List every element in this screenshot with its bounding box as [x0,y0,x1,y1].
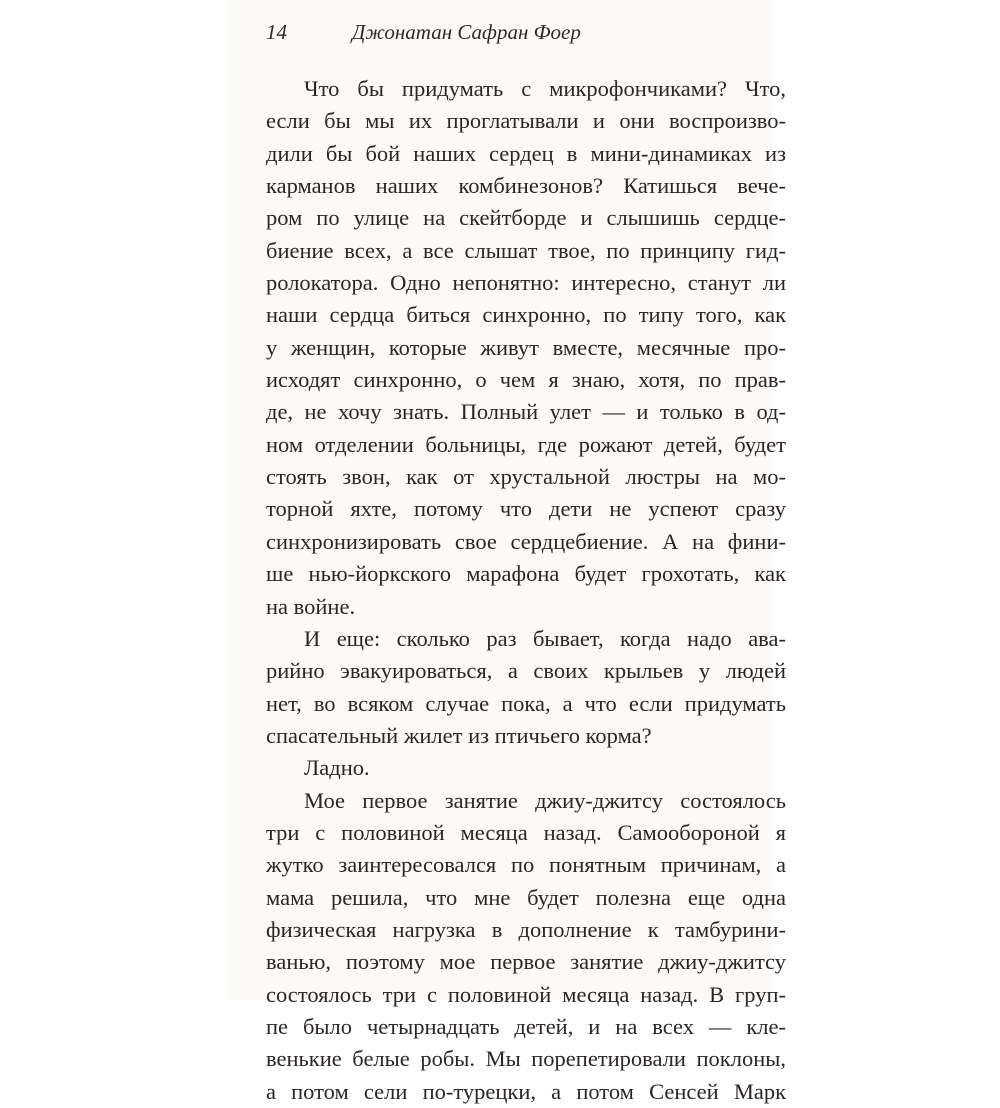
text-line: ном отделении больницы, где рожают детей, будет [266,431,786,457]
text-line: ролокатора. Одно непонятно: интересно, станут ли [266,270,786,296]
text-line: биение всех, а все слышат твое, по принципу гид- [266,237,786,263]
text-line: состоялось три с половиной месяца назад. В груп- [266,981,786,1007]
text-line: физическая нагрузка в дополнение к тамбурини- [266,916,786,942]
page-header [266,20,581,45]
text-line: де, не хочу знать. Полный улет — и только в од- [266,399,786,425]
text-line: нет, во всяком случае пока, а что если придумать [266,690,786,716]
text-line: синхронизировать свое сердцебиение. А на фини- [266,528,786,554]
text-line: Мое первое занятие джиу-джитсу состоялось [304,787,786,813]
page-number: 14 [266,20,287,44]
text-line: а потом сели по-турецки, а потом Сенсей Марк [266,1078,786,1104]
text-line: ром по улице на скейтборде и слышишь сердце- [266,205,786,231]
text-line: торной яхте, потому что дети не успеют сразу [266,496,786,522]
text-line: наши сердца биться синхронно, по типу того, как [266,302,786,328]
text-line: исходят синхронно, о чем я знаю, хотя, по прав- [266,367,786,393]
text-line: Ладно. [304,755,370,781]
text-line: мама решила, что мне будет полезна еще одна [266,884,786,910]
text-line: жутко заинтересовался по понятным причинам, а [266,852,786,878]
text-line: карманов наших комбинезонов? Катишься вече- [266,173,786,199]
text-line: венькие белые робы. Мы порепетировали поклоны, [266,1046,786,1072]
text-line: три с половиной месяца назад. Самообороной я [266,819,786,845]
text-line: дили бы бой наших сердец в мини-динамиках из [266,140,786,166]
text-line: И еще: сколько раз бывает, когда надо ава- [304,625,786,651]
text-line: на войне. [266,593,356,619]
text-line: спасательный жилет из птичьего корма? [266,722,652,748]
text-line: ше нью-йоркского марафона будет грохотать, как [266,561,786,587]
text-line: Что бы придумать с микрофончиками? Что, [304,76,786,101]
text-line: пе было четырнадцать детей, и на всех — кле- [266,1013,786,1039]
text-line: ванью, поэтому мое первое занятие джиу-джитсу [266,949,786,975]
text-line: стоять звон, как от хрустальной люстры на мо- [266,464,786,490]
running-title: Джонатан Сафран Фоер [352,20,581,44]
text-line: если бы мы их проглатывали и они воспроизво- [266,108,786,134]
text-line: рийно эвакуироваться, а своих крыльев у людей [266,658,786,684]
body-text [266,73,786,1108]
text-line: у женщин, которые живут вместе, месячные про- [266,334,786,360]
